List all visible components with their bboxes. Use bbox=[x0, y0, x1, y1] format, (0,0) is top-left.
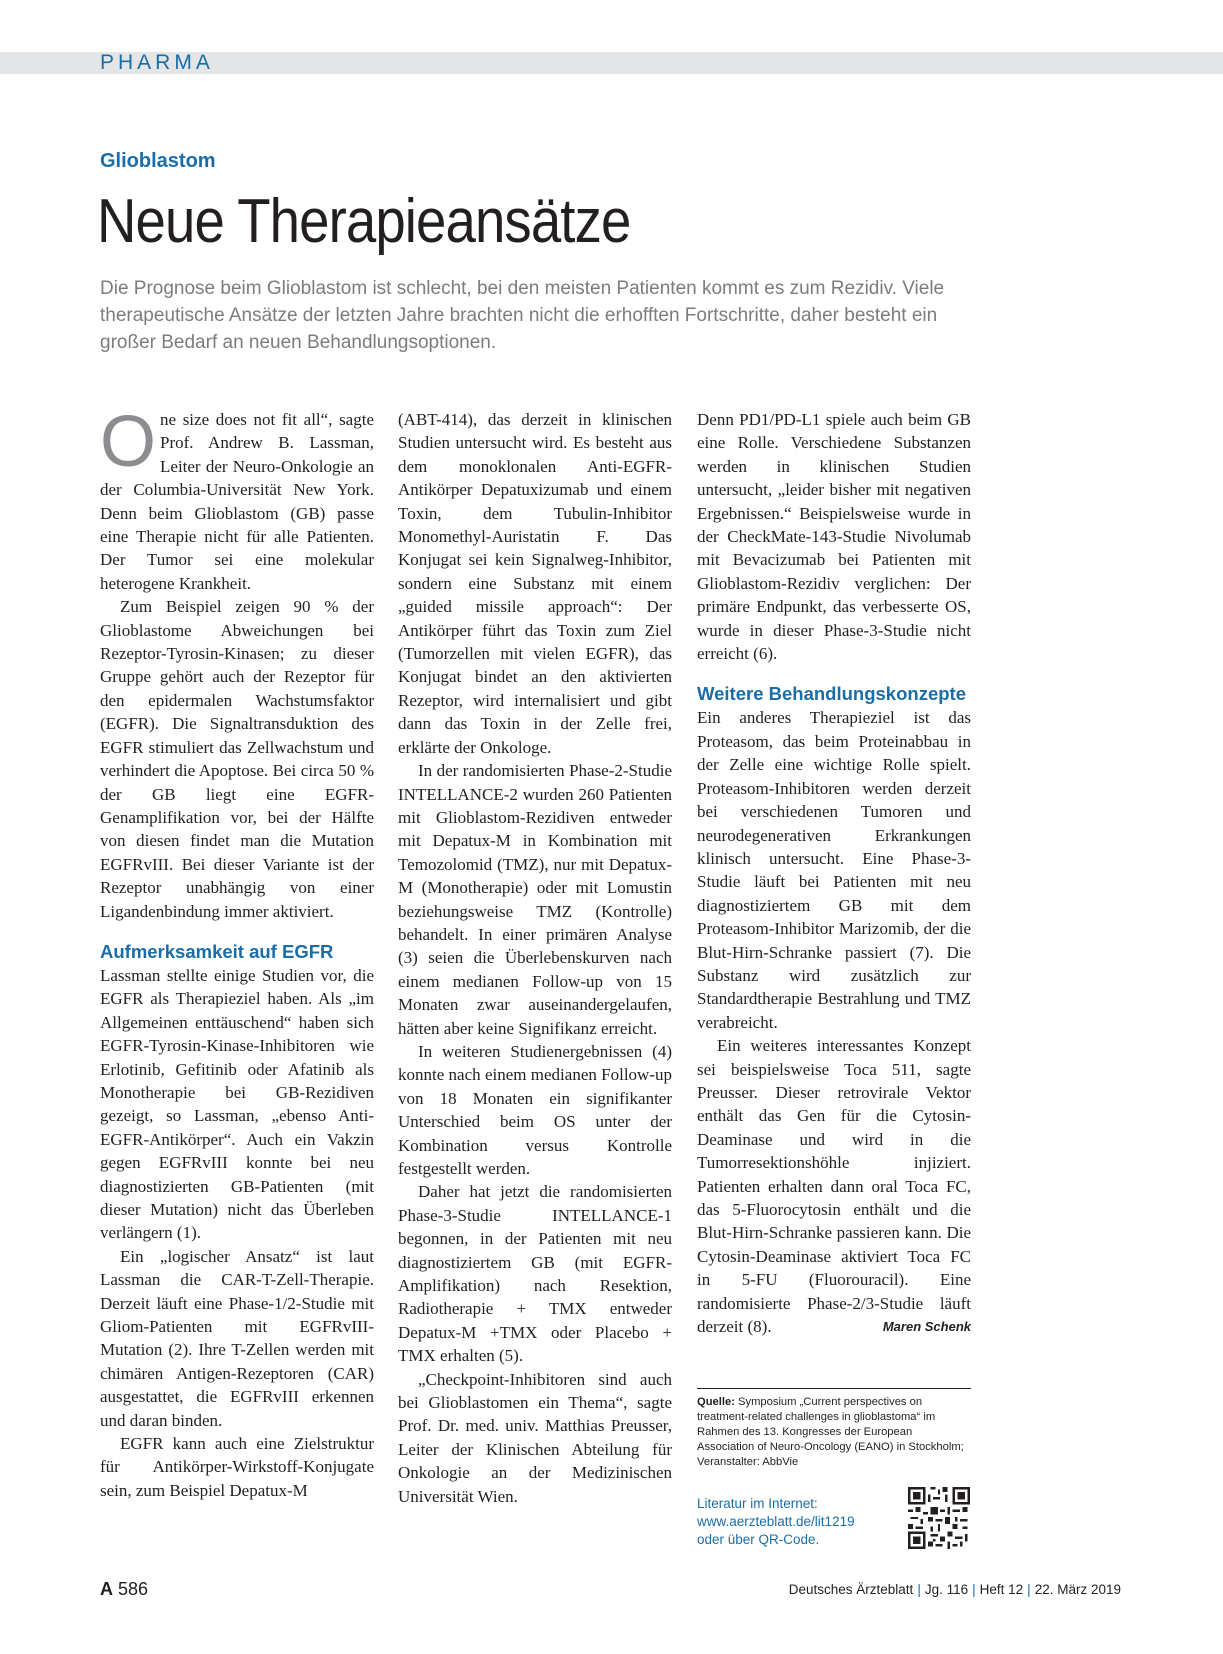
qr-code-icon[interactable] bbox=[908, 1487, 970, 1549]
paragraph-6: In der randomisierten Phase-2-Studie INTELLANCE-2 wurden 260 Patienten mit Glioblastom-Rezidiven entweder mit Depatux-M in Kombination mit Temozolomid (TMZ), nur mit Depatux-M (Monotherapie) oder mit Lomustin beziehungsweise TMZ (Kontrolle) behandelt. In einer primären Analyse (3) seien die Überlebenskurven nach einem medianen Follow-up von 15 Monaten zwar auseinandergelaufen, hätten aber keine Signifikanz erreicht. bbox=[398, 761, 672, 1038]
journal-issue: Heft 12 bbox=[979, 1582, 1024, 1597]
section-rubric: PHARMA bbox=[100, 51, 214, 74]
page-number: A 586 bbox=[100, 1579, 149, 1599]
paragraph-8: Daher hat jetzt die randomisierten Phase-3-Studie INTELLANCE-1 begonnen, in der Patienten mit neu diagnostiziertem GB (mit EGFR-Amplifikation) nach Resektion, Radiotherapie + TMX entweder Depatux-M +TMX oder Placebo + TMX erhalten (5). bbox=[398, 1182, 672, 1366]
text-column-3 bbox=[697, 408, 971, 1338]
literature-box bbox=[697, 1495, 897, 1549]
journal-date: 22. März 2019 bbox=[1034, 1582, 1121, 1597]
journal-name: Deutsches Ärzteblatt bbox=[788, 1582, 914, 1597]
paragraph-3: Lassman stellte einige Studien vor, die EGFR als Therapieziel haben. Als „im Allgemeinen enttäuschend“ haben sich EGFR-Tyrosin-Kinase-Inhibitoren wie Erlotinib, Gefitinib oder Afatinib als Monotherapie bei GB-Rezidiven gezeigt, so Lassman, „ebenso Anti-EGFR-Antikörper“. Auch ein Vakzin gegen EGFRvIII konnte bei neu diagnostizierten GB-Patienten (mit dieser Mutation) nicht das Überleben verlängern (1). bbox=[100, 965, 374, 1243]
author-name: Maren Schenk bbox=[882, 1319, 971, 1335]
article-lead: Die Prognose beim Glioblastom ist schlecht, bei den meisten Patienten kommt es zum Rezidiv. Viele therapeutische Ansätze der letzten Jahre brachten nicht die erhofften Fortschritte, daher besteht ein großer Bedarf an neuen Behandlungsoptionen. bbox=[100, 278, 945, 353]
paragraph-2: Zum Beispiel zeigen 90 % der Glioblastome Abweichungen bei Rezeptor-Tyrosin-Kinasen; zu dieser Gruppe gehört auch der Rezeptor für den epidermalen Wachstumsfaktor (EGFR). Die Signaltransduktion des EGFR stimuliert das Zellwachstum und verhindert die Apoptose. Bei circa 50 % der GB liegt eine EGFR-Genamplifikation vor, bei der Hälfte von diesen findet man die Mutation EGFRvIII. Bei dieser Variante ist der Rezeptor unabhängig von einer Ligandenbindung immer aktiviert. bbox=[100, 597, 374, 921]
source-label: Quelle: bbox=[697, 1396, 735, 1408]
literature-link[interactable]: www.aerzteblatt.de/lit1219 bbox=[697, 1514, 855, 1529]
paragraph-11: Ein weiteres interessantes Konzept sei beispielsweise Toca 511, sagte Preusser. Dieser retrovirale Vektor enthält das Gen für die Cytosin-Deaminase und wird in die Tumorresektionshöhle injiziert. Patienten erhalten dann oral Toca FC, das 5-Fluorocytosin enthält und die Blut-Hirn-Schranke passieren kann. Die Cytosin-Deaminase aktiviert Toca FC in 5-FU (Fluorouracil). Eine randomisierte Phase-2/3-Studie läuft derzeit (8). Maren Schenk bbox=[697, 1034, 971, 1338]
paragraph-5: EGFR kann auch eine Zielstruktur für Antikörper-Wirkstoff-Konjugate sein, zum Beispiel Depatux-M bbox=[100, 1434, 374, 1500]
subheading-egfr: Aufmerksamkeit auf EGFR bbox=[100, 940, 334, 962]
paragraph-10: Ein anderes Therapieziel ist das Proteasom, das beim Proteinabbau in der Zelle eine wichtige Rolle spielt. Proteasom-Inhibitoren werden derzeit bei verschiedenen Tumoren und neurodegenerativen Erkrankungen klinisch untersucht. Eine Phase-3-Studie läuft bei Patienten mit neu diagnostiziertem GB mit dem Proteasom-Inhibitor Marizomib, der die Blut-Hirn-Schranke passiert (7). Die Substanz wird zusätzlich zur Standardtherapie Bestrahlung und TMZ verabreicht. bbox=[697, 708, 971, 1032]
drop-cap: O bbox=[100, 402, 157, 482]
paragraph-5-cont: (ABT-414), das derzeit in klinischen Studien untersucht wird. Es besteht aus dem monoklonalen Anti-EGFR-Antikörper Depatuxizumab und einem Toxin, dem Tubulin-Inhibitor Monomethyl-Auristatin F. Das Konjugat sei kein Signalweg-Inhibitor, sondern eine Substanz mit einem „guided missile approach“: Der Antikörper führt das Toxin zum Ziel (Tumorzellen mit vielen EGFR), das Konjugat bindet an den aktivierten Rezeptor, wird internalisiert und gibt dann das Toxin in der Zelle frei, erklärte der Onkologe. bbox=[398, 410, 672, 757]
article-title: Neue Therapieansätze bbox=[97, 187, 631, 256]
source-note bbox=[697, 1388, 971, 1470]
subheading-concepts: Weitere Behandlungskonzepte bbox=[697, 683, 966, 705]
paragraph-9-cont: Denn PD1/PD-L1 spiele auch beim GB eine Rolle. Verschiedene Substanzen werden in klinischen Studien untersucht, „leider bisher mit negativen Ergebnissen.“ Beispielsweise wurde in der CheckMate-143-Studie Nivolumab mit Bevacizumab bei Patienten mit Glioblastom-Rezidiv verglichen: Der primäre Endpunkt, das verbesserte OS, wurde in dieser Phase-3-Studie nicht erreicht (6). bbox=[697, 410, 971, 664]
paragraph-7: In weiteren Studienergebnissen (4) konnte nach einem medianen Follow-up von 18 Monaten ein signifikanter Unterschied beim OS unter der Kombination versus Kontrolle festgestellt werden. bbox=[398, 1041, 672, 1178]
source-text: Symposium „Current perspectives on treatment-related challenges in glioblastoma“ im Rahmen des 13. Kongresses der European Association of Neuro-Oncology (EANO) in Stockholm; Veranstalter: AbbVie bbox=[697, 1396, 964, 1468]
text-column-2 bbox=[398, 408, 672, 1508]
paragraph-9: „Checkpoint-Inhibitoren sind auch bei Glioblastomen ein Thema“, sagte Prof. Dr. med. univ. Matthias Preusser, Leiter der Klinischen Abteilung für Onkologie an der Medizinischen Universität Wien. bbox=[398, 1369, 672, 1506]
journal-volume: Jg. 116 bbox=[924, 1582, 969, 1597]
literature-qr-hint: oder über QR-Code. bbox=[697, 1532, 820, 1547]
paragraph-4: Ein „logischer Ansatz“ ist laut Lassman die CAR-T-Zell-Therapie. Derzeit läuft eine Phase-1/2-Studie mit Gliom-Patienten mit EGFRvIII-Mutation (2). Ihre T-Zellen werden mit chimären Antigen-Rezeptoren (CAR) ausgestattet, die EGFRvIII erkennen und daran binden. bbox=[100, 1246, 374, 1430]
paragraph-1: One size does not fit all“, sagte Prof. Andrew B. Lassman, Leiter der Neuro-Onkologie an der Columbia-Universität New York. Denn beim Glioblastom (GB) passe eine Therapie nicht für alle Patienten. Der Tumor sei eine molekular heterogene Krankheit. bbox=[100, 402, 374, 593]
article-kicker: Glioblastom bbox=[100, 150, 216, 172]
literature-label: Literatur im Internet: bbox=[697, 1496, 818, 1511]
text-column-1 bbox=[100, 402, 374, 1502]
issue-info: Deutsches Ärzteblatt | Jg. 116 | Heft 12 | 22. März 2019 bbox=[788, 1582, 1121, 1597]
